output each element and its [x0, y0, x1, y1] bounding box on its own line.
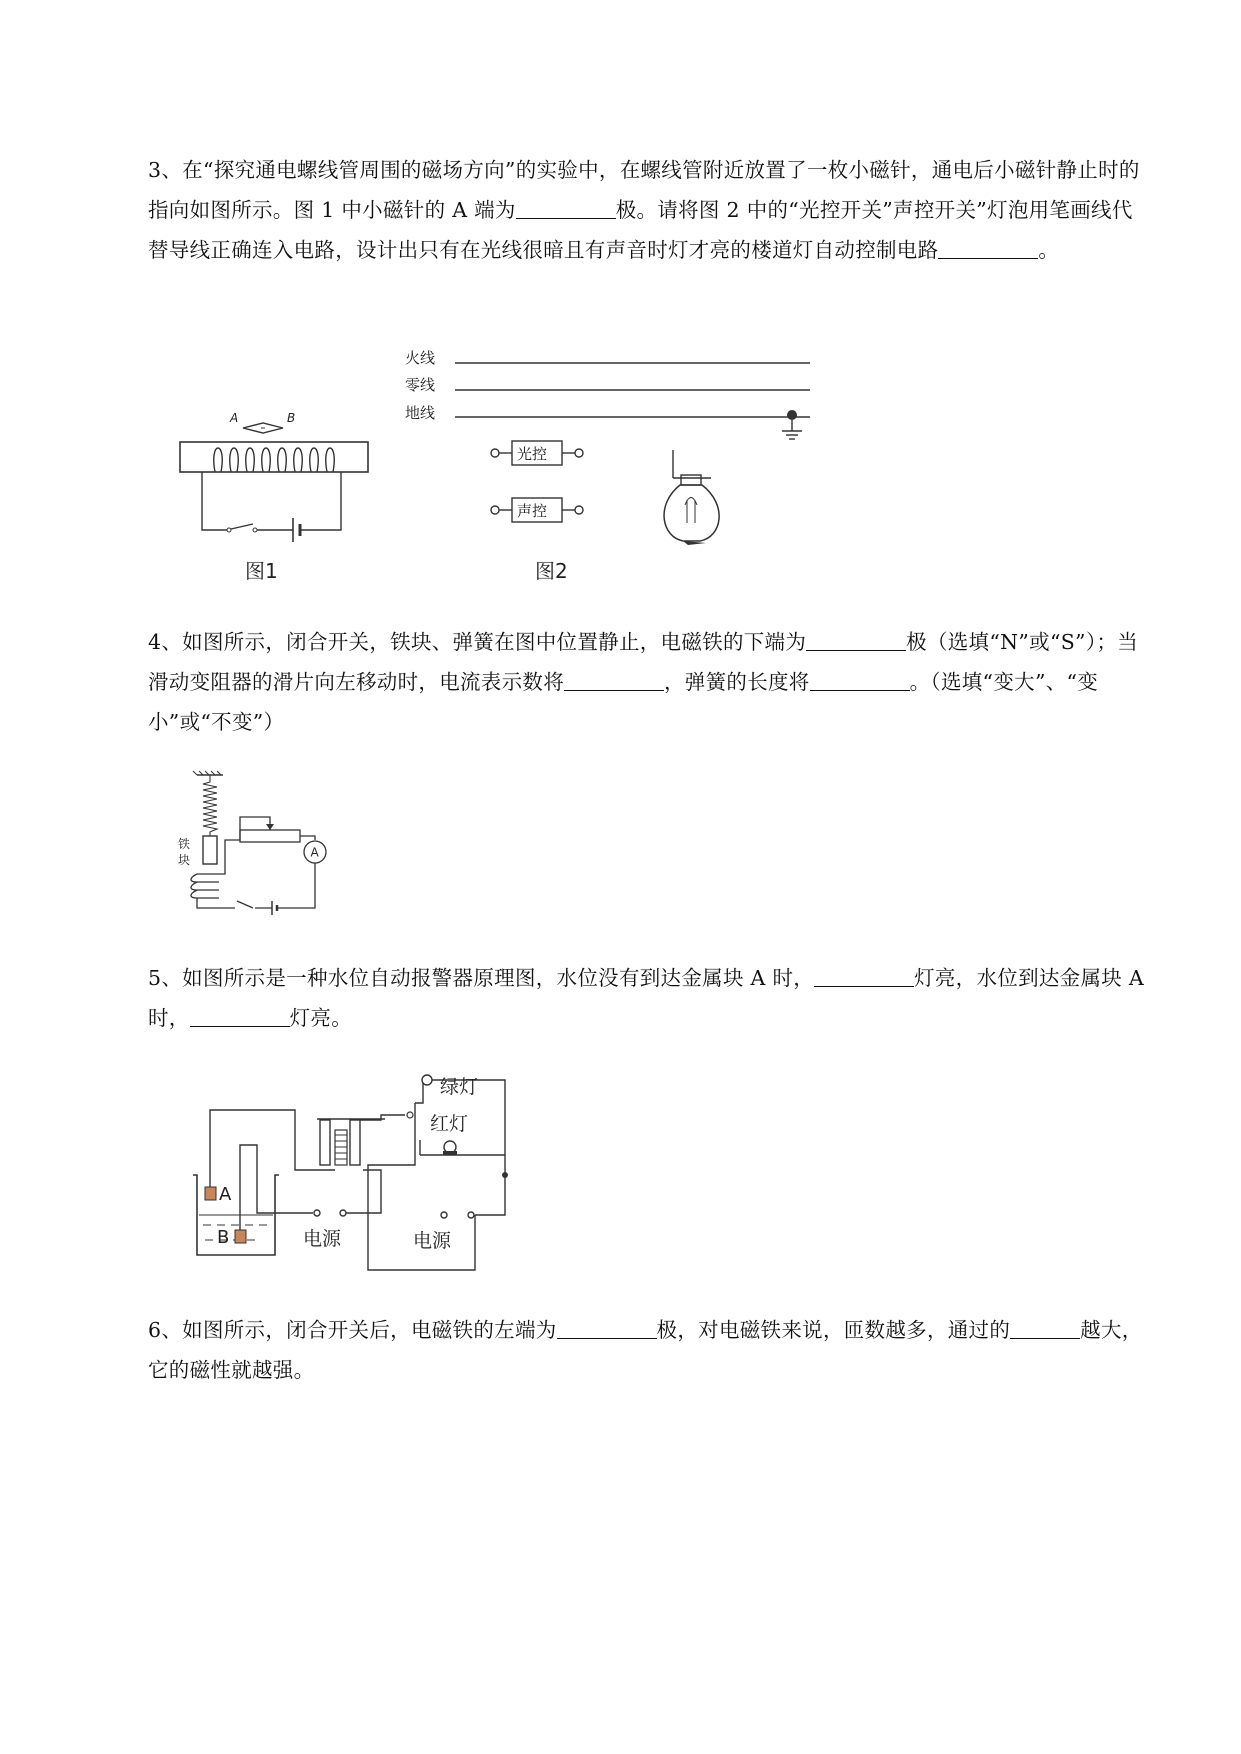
iron-block-label-2: 块 — [178, 853, 191, 867]
question-3-text: 3、在“探究通电螺线管周围的磁场方向”的实验中，在螺线管附近放置了一枚小磁针，通电后小磁针静止时的指向如图所示。图 1 中小磁针的 A 端为 极。请将图 2 中的“光控开关”声控开关”灯泡用笔画线代替导线正确连入电路，设计出只有在光线很暗且有声音时灯才亮的楼道灯自动控制电路 。 — [148, 158, 1140, 262]
ground-wire-label: 地线 — [405, 404, 436, 422]
light-switch-label: 光控 — [517, 445, 548, 463]
answer-blank-q3-pole[interactable] — [516, 196, 616, 219]
power-source-2-label: 电源 — [413, 1230, 452, 1252]
red-lamp-label: 红灯 — [430, 1113, 469, 1135]
ammeter-label: A — [310, 845, 319, 860]
figure-1-caption: 图1 — [245, 559, 278, 583]
iron-block-label-1: 铁 — [178, 837, 191, 851]
figure-2-wiring — [400, 345, 820, 590]
metal-block-b-label: B — [217, 1227, 230, 1248]
compass-label-a: A — [230, 411, 239, 425]
light-bulb-icon — [664, 450, 719, 545]
answer-blank-q6-current[interactable] — [1010, 1316, 1080, 1339]
compass-label-b: B — [287, 411, 296, 425]
figure-q4-electromagnet — [175, 770, 335, 920]
answer-blank-q3-circuit[interactable] — [938, 236, 1038, 259]
sound-switch-label: 声控 — [517, 502, 548, 520]
answer-blank-q4-pole[interactable] — [806, 628, 906, 651]
live-wire-label: 火线 — [405, 349, 436, 367]
question-4-text: 4、如图所示，闭合开关，铁块、弹簧在图中位置静止，电磁铁的下端为 极（选填“N”或“S”）；当滑动变阻器的滑片向左移动时，电流表示数将 ，弹簧的长度将 。（选填“变大”、“变小”或“不变”） — [148, 630, 1138, 734]
figure-q5-water-alarm — [185, 1075, 525, 1275]
red-lamp-icon — [443, 1141, 457, 1155]
neutral-wire-label: 零线 — [405, 376, 436, 394]
power-source-1-label: 电源 — [303, 1228, 342, 1250]
green-lamp-label: 绿灯 — [440, 1076, 479, 1098]
answer-blank-q4-current[interactable] — [564, 668, 664, 691]
figure-1-solenoid — [175, 400, 385, 590]
question-6-text: 6、如图所示，闭合开关后，电磁铁的左端为 极，对电磁铁来说，匝数越多，通过的 越大，它的磁性就越强。 — [148, 1318, 1143, 1382]
question-5-text: 5、如图所示是一种水位自动报警器原理图，水位没有到达金属块 A 时， 灯亮，水位到达金属块 A 时， 灯亮。 — [148, 966, 1144, 1030]
metal-block-a-label: A — [219, 1184, 232, 1205]
figure-2-caption: 图2 — [535, 559, 568, 583]
answer-blank-q5-high-water[interactable] — [190, 1004, 290, 1027]
answer-blank-q4-spring[interactable] — [810, 668, 910, 691]
answer-blank-q6-pole[interactable] — [557, 1316, 657, 1339]
green-lamp-icon — [422, 1075, 432, 1085]
answer-blank-q5-low-water[interactable] — [814, 964, 914, 987]
